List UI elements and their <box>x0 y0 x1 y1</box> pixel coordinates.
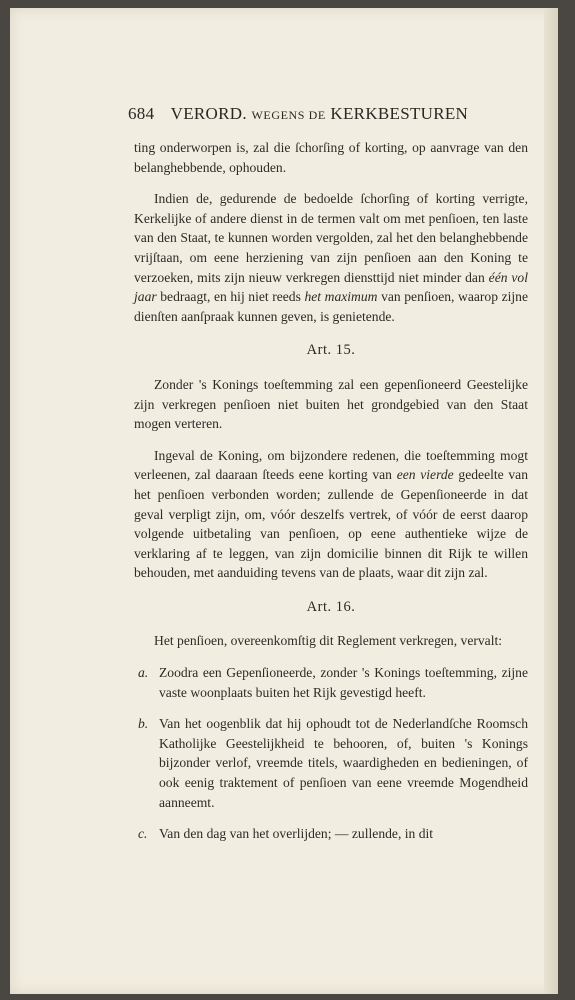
list-item-label: b. <box>138 716 149 732</box>
book-page <box>10 8 558 994</box>
para2-text-1: Indien de, gedurende de bedoelde ſchorſing of korting verrigte, Kerkelijke of andere dienst in de termen valt om met penſioen, ten laste van den Staat, te kunnen worden vergolden, zal het den belanghebbende vrijſtaan, om eene herziening van zijn penſioen aan den Koning te verzoeken, mits zijn nieuw verkregen diensttijd niet minder dan <box>134 191 528 285</box>
para2-text-3: van penſioen, waarop zijne dienſten aanſpraak kunnen geven, is genietende. <box>134 289 528 324</box>
page-body <box>134 138 528 844</box>
list-item <box>134 714 528 812</box>
list-item <box>134 824 528 844</box>
list-item <box>134 663 528 702</box>
para2-text-2: bedraagt, en hij niet reeds <box>160 289 301 305</box>
para2-emphasis-1: één vol jaar <box>134 269 529 305</box>
page-number: 684 <box>128 104 155 123</box>
paragraph-revision <box>134 189 528 326</box>
paragraph-permission: Zonder 's Konings toeſtemming zal een gepenſioneerd Geestelijke zijn verkregen penſioen niet buiten het grondgebied van den Staat mogen verteren. <box>134 376 528 432</box>
header-title-1: VERORD. <box>170 104 247 123</box>
article-heading-15: Art. 15. <box>306 342 356 359</box>
header-title-2: KERKBESTUREN <box>330 104 469 123</box>
header-title-small: WEGENS DE <box>251 108 326 122</box>
list-item-label: c. <box>138 826 148 842</box>
para4-emphasis: een vierde <box>396 467 454 483</box>
list-item-label: a. <box>138 665 149 681</box>
paragraph-continuation: ting onderworpen is, zal die ſchorſing of korting, op aanvrage van den belanghebbende, ophouden. <box>134 140 528 175</box>
article-heading-16: Art. 16. <box>306 598 356 615</box>
page-edge <box>544 8 558 994</box>
para2-emphasis-2: het maximum <box>304 289 378 305</box>
para4-text-1: Ingeval de Koning, om bijzondere redenen, die toeſtemming mogt verleenen, zal daaraan ſteeds eene korting van <box>134 447 528 483</box>
paragraph-expiry: Het penſioen, overeenkomſtig dit Reglement verkregen, vervalt: <box>154 633 503 649</box>
list-item-text: Zoodra een Gepenſioneerde, zonder 's Konings toeſtemming, zijne vaste woonplaats buiten het Rijk gevestigd heeft. <box>159 665 528 700</box>
list-item-text: Van het oogenblik dat hij ophoudt tot de Nederlandſche Roomsch Katholijke Geestelijkheid te behooren, of, buiten 's Konings bijzonder verlof, vreemde titels, waardigheden en bedieningen, of ook eenig traktement of penſioen van eene vreemde Mogendheid aanneemt. <box>159 716 528 810</box>
running-header <box>128 104 528 124</box>
para4-text-2: gedeelte van het penſioen verbonden worden; zullende de Gepenſioneerde in dat geval verpligt zijn, om, vóór deszelfs vertrek, of vóór de eerst daarop volgende uitbetaling van penſioen, op eene authentieke wijze de verklaring af te leggen, van zijn domicilie binnen dit Rijk te willen behouden, met aanduiding tevens van de plaats, waar dit zijn zal. <box>134 467 529 581</box>
list-item-text: Van den dag van het overlijden; — zullende, in dit <box>159 826 434 842</box>
paragraph-deduction <box>134 446 528 583</box>
